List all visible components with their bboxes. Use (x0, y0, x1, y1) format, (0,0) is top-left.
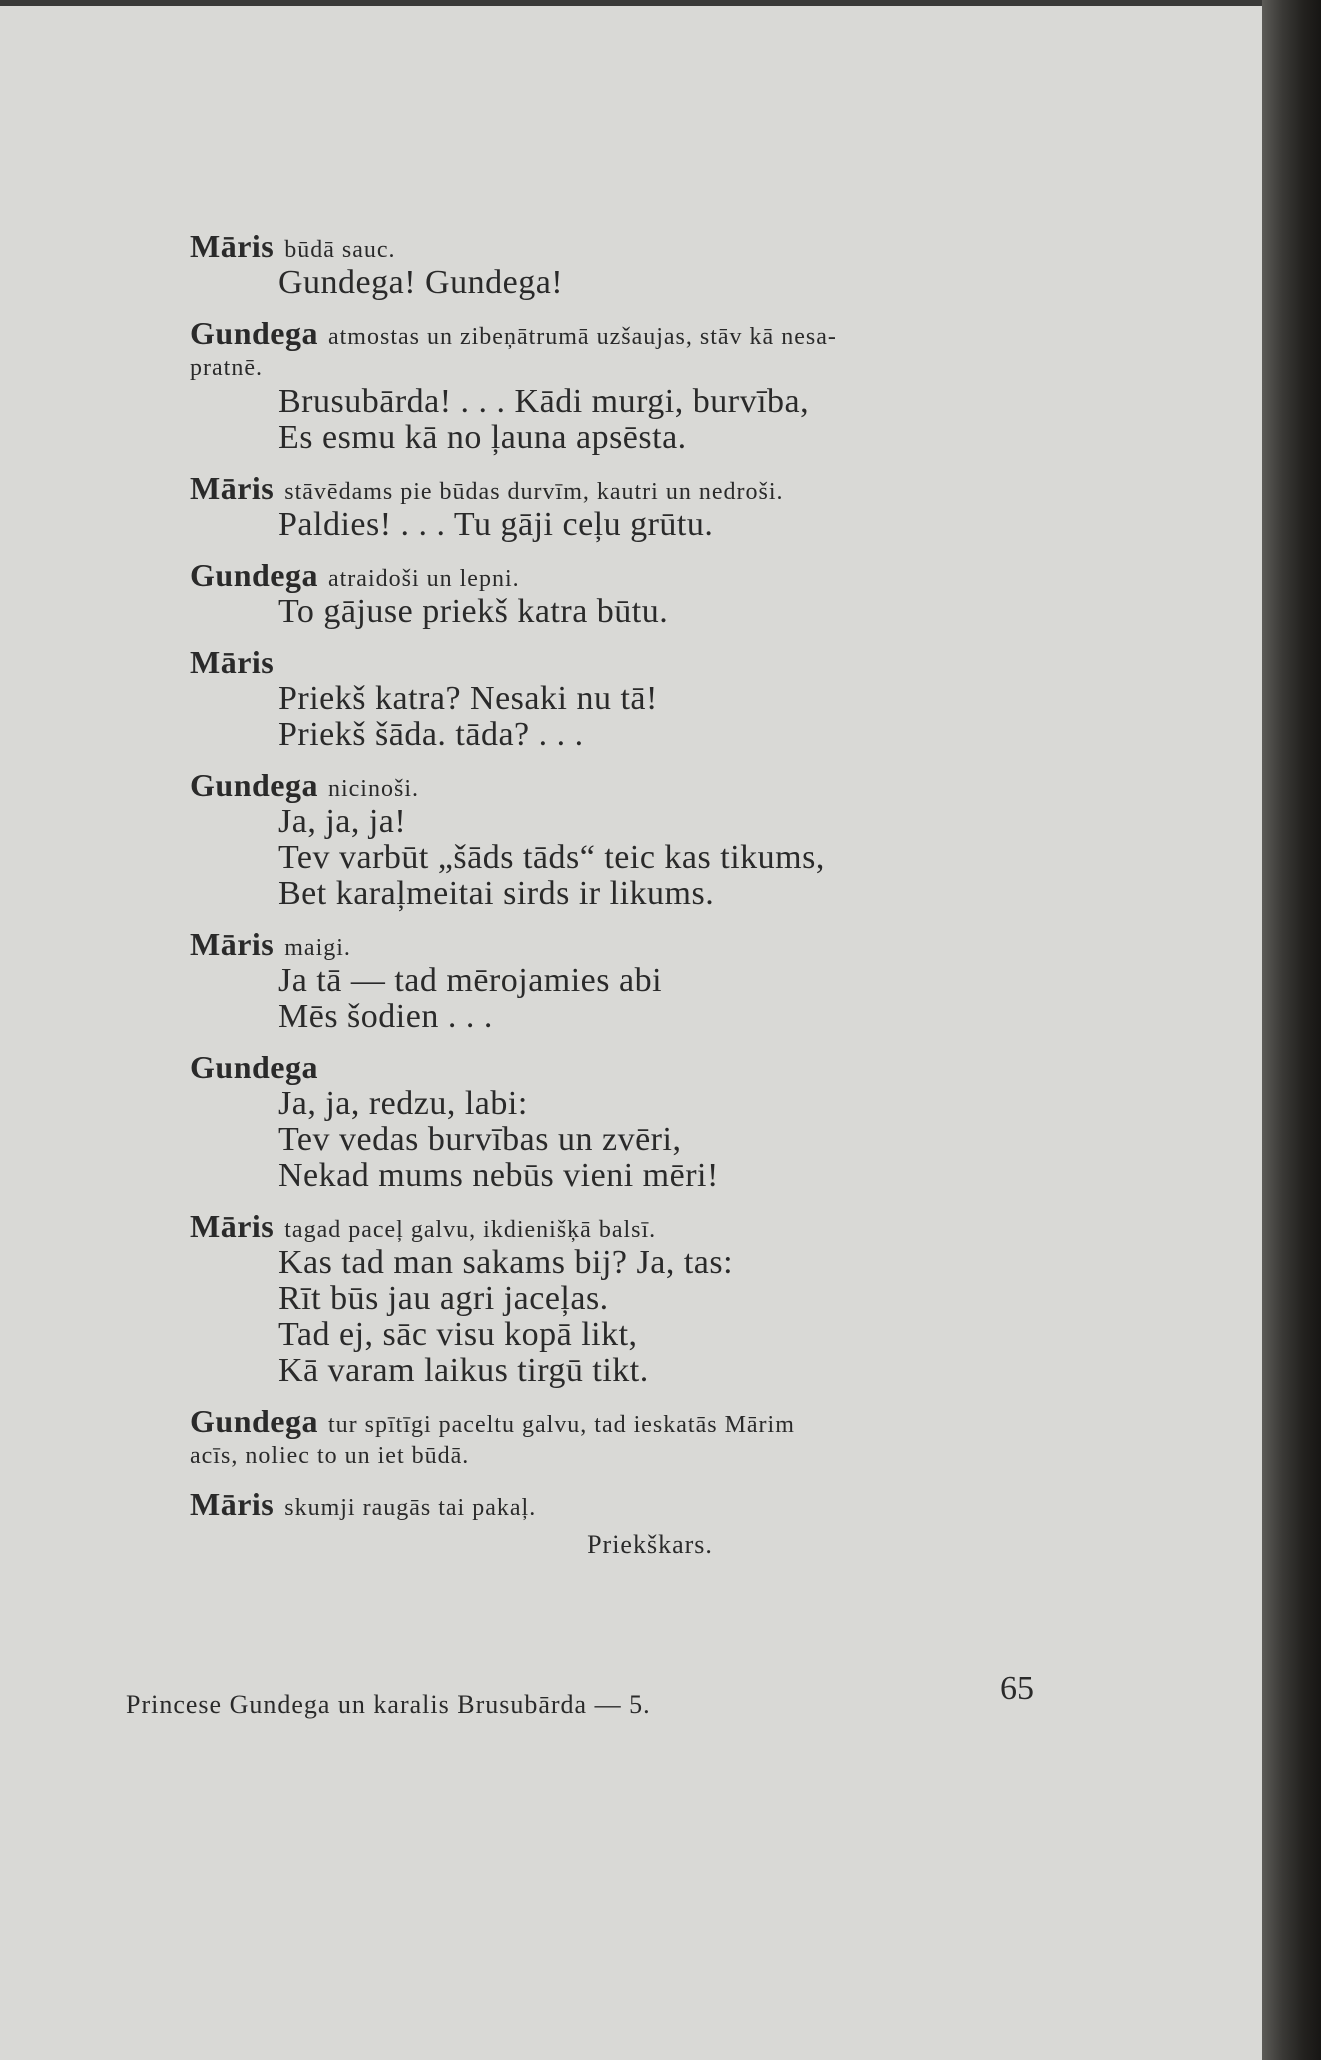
speaker-name: Māris (190, 644, 275, 680)
speech-1 (190, 228, 1050, 301)
curtain-label: Priekškars. (587, 1530, 713, 1559)
speech-8 (190, 1049, 1050, 1194)
verse-line: Tev varbūt „šāds tāds“ teic kas tikums, (278, 839, 825, 876)
speaker-name: Gundega (190, 557, 318, 593)
verse-line: Rīt būs jau agri jaceļas. (278, 1280, 609, 1317)
speech-7 (190, 926, 1050, 1035)
speaker-name: Māris (190, 228, 275, 264)
speech-11 (190, 1486, 1050, 1523)
verse-line: Bet karaļmeitai sirds ir likums. (278, 875, 715, 912)
speaker-name: Gundega (190, 767, 318, 803)
speech-2 (190, 315, 1050, 456)
page-top-edge (0, 0, 1300, 6)
verse-line: Gundega! Gundega! (278, 264, 564, 301)
verse-line: Brusubārda! . . . Kādi murgi, burvība, (278, 383, 810, 420)
verse-line: Ja, ja, ja! (278, 803, 407, 840)
stage-direction: atraidoši un lepni. (327, 566, 520, 592)
speech-4 (190, 557, 1050, 630)
speaker-name: Gundega (190, 1049, 318, 1085)
speech-9 (190, 1208, 1050, 1389)
speaker-name: Māris (190, 926, 275, 962)
stage-direction: atmostas un zibeņātrumā uzšaujas, stāv kā nesa- (327, 324, 837, 350)
book-spine (1262, 0, 1321, 2060)
verse-line: Ja tā — tad mērojamies abi (278, 962, 663, 999)
stage-direction: būdā sauc. (284, 237, 396, 263)
verse-line: Mēs šodien . . . (278, 998, 493, 1035)
speaker-name: Māris (190, 1486, 275, 1522)
verse-line: Priekš šāda. tāda? . . . (278, 716, 584, 753)
stage-direction: nicinoši. (327, 776, 419, 802)
stage-direction: tur spītīgi paceltu galvu, tad ieskatās Mārim (327, 1412, 795, 1438)
speaker-name: Māris (190, 470, 275, 506)
verse-line: Ja, ja, redzu, labi: (278, 1085, 528, 1122)
verse-line: Kas tad man sakams bij? Ja, tas: (278, 1244, 734, 1281)
speech-6 (190, 767, 1050, 912)
speech-10 (190, 1403, 1050, 1472)
stage-direction-continued: pratnē. (190, 355, 263, 381)
speech-5 (190, 644, 1050, 753)
stage-direction-continued: acīs, noliec to un iet būdā. (190, 1443, 470, 1469)
verse-line: To gājuse priekš katra būtu. (278, 593, 669, 630)
speaker-name: Gundega (190, 315, 318, 351)
verse-line: Tev vedas burvības un zvēri, (278, 1121, 682, 1158)
verse-line: Paldies! . . . Tu gāji ceļu grūtu. (278, 506, 714, 543)
footer-title: Princese Gundega un karalis Brusubārda — 5. (126, 1690, 651, 1719)
verse-line: Kā varam laikus tirgū tikt. (278, 1352, 649, 1389)
speaker-name: Gundega (190, 1403, 318, 1439)
stage-direction: maigi. (284, 935, 351, 961)
speaker-name: Māris (190, 1208, 275, 1244)
verse-line: Priekš katra? Nesaki nu tā! (278, 680, 658, 717)
stage-direction: stāvēdams pie būdas durvīm, kautri un nedroši. (284, 479, 784, 505)
speech-3 (190, 470, 1050, 543)
stage-direction: tagad paceļ galvu, ikdienišķā balsī. (284, 1217, 657, 1243)
play-text (190, 228, 1050, 1523)
verse-line: Es esmu kā no ļauna apsēsta. (278, 419, 687, 456)
verse-line: Nekad mums nebūs vieni mēri! (278, 1157, 719, 1194)
verse-line: Tad ej, sāc visu kopā likt, (278, 1316, 638, 1353)
stage-direction: skumji raugās tai pakaļ. (284, 1495, 537, 1521)
page-number: 65 (1000, 1670, 1034, 1707)
